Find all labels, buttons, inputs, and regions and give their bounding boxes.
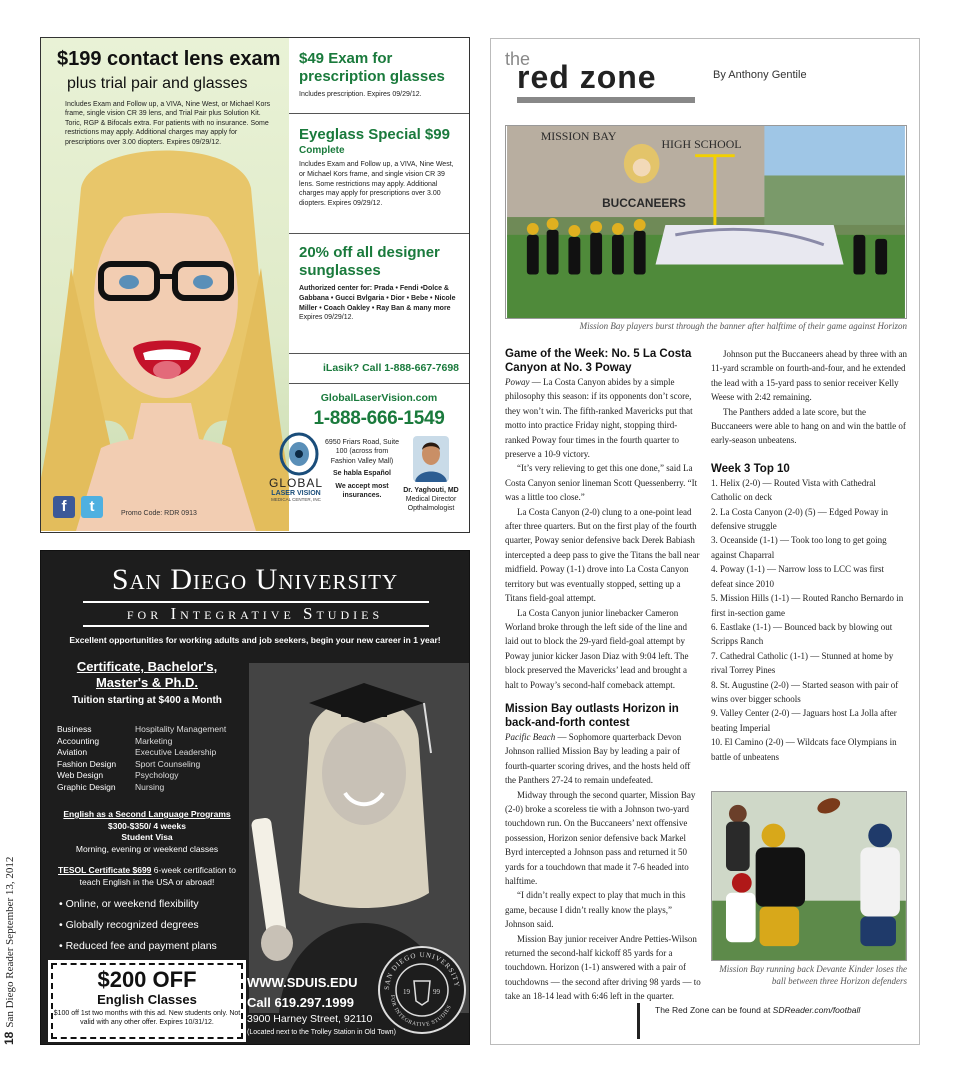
- article-paragraph: La Costa Canyon junior linebacker Cameron Worland broke through the left side of the line and laid out to block the 29-yard field-goal attempt by Poway junior kicker Jason Diaz with 9:04 left. The block preserved the Mavericks’ lead and brought a halt to Poway’s second-half comeback attempt.: [505, 607, 689, 690]
- program-item: Hospitality Management: [135, 724, 227, 734]
- tuition-note: Tuition starting at $400 a Month: [72, 695, 222, 706]
- list-item: 3. Oceanside (1-1) — Took too long to get going against Chaparral: [711, 535, 887, 560]
- masthead-title: red zone: [517, 59, 657, 95]
- article-paragraph: Johnson put the Buccaneers ahead by three with an 11-yard scramble on fourth-and-four, and he extended the lead with a 15-yard pass to senior receiver Kelly Weese with 2:42 remaining.: [711, 349, 907, 403]
- red-zone-footer: [655, 1005, 860, 1015]
- sdu-title: San Diego University: [111, 563, 399, 596]
- list-item: 8. St. Augustine (2-0) — Started season with pair of wins over bigger schools: [711, 679, 899, 704]
- sdu-ad: [40, 550, 470, 1045]
- program-list: [57, 724, 245, 793]
- esl-visa: Student Visa: [121, 832, 173, 842]
- list-item: 7. Cathedral Catholic (1-1) — Stunned at home by rival Torrey Pines: [711, 650, 894, 676]
- sdu-street: 3900 Harney Street, 92110: [247, 1013, 373, 1025]
- page-number: 18: [2, 1031, 16, 1045]
- program-item: Web Design: [57, 770, 104, 780]
- twitter-icon[interactable]: t: [81, 496, 103, 518]
- program-item: Fashion Design: [57, 758, 117, 769]
- list-item: 1. Helix (2-0) — Routed Vista with Cathedral Catholic on deck: [711, 477, 876, 503]
- offer-eyeglass: [289, 113, 469, 233]
- page-folio: [2, 856, 16, 1045]
- promo-code: Promo Code: RDR 0913: [121, 510, 197, 517]
- offer-eyeglass-fine: Includes Exam and Follow up, a VIVA, Nine West, or Michael Kors frame, and single vision CR 39 lens. Some restrictions may apply. Additional charges may apply for prescriptions over 3.00 diopters. Expires 09/29/12.: [299, 161, 454, 208]
- benefit-bullets: [59, 894, 217, 957]
- global-laser-logo: [261, 476, 331, 502]
- global-laser-vision-ad: [40, 37, 470, 533]
- fumble-photo: [711, 791, 907, 961]
- headline-top-10: Week 3 Top 10: [711, 462, 790, 475]
- photo2-caption: Mission Bay running back Devante Kinder loses the ball between three Horizon defenders: [719, 964, 907, 986]
- coupon-amount: $200 OFF: [97, 967, 197, 992]
- article-paragraph: Midway through the second quarter, Mission Bay (2-0) broke a scoreless tie with a Johnson two-yard touchdown run. On the Buccaneers’ next offensive possession, Horizon senior defensive back Markel Byrd intercepted a Johnson pass and returned it 50 yards for a touchdown that made it 7-6 headed into halftime.: [505, 789, 696, 886]
- masthead-the: the: [505, 49, 531, 69]
- sign-high-school: HIGH SCHOOL: [661, 136, 742, 151]
- eye-logo-icon: [279, 432, 319, 476]
- logo-global: GLOBAL: [268, 476, 324, 490]
- benefit-item: • Online, or weekend flexibility: [59, 898, 199, 910]
- doctor-photo: [413, 436, 449, 482]
- tesol-block: [49, 865, 245, 888]
- website-link[interactable]: GlobalLaserVision.com: [320, 392, 438, 404]
- top-10-list: [711, 476, 907, 764]
- offer-sunglasses-title: 20% off all designer sunglasses: [299, 244, 440, 279]
- program-item: Business: [57, 724, 92, 734]
- program-item: Sport Counseling: [135, 758, 201, 769]
- offer-sunglasses-brands: Authorized center for: Prada • Fendi •Dolce & Gabbana • Gucci Bvlgaria • Dior • Bebe • Nicole Miller • Coach Oakley • Ray Ban & many more: [299, 285, 456, 312]
- insurance-note: We accept most insurances.: [335, 482, 389, 500]
- offer-eyeglass-sub: Complete: [299, 145, 345, 156]
- offer-exam: [289, 38, 469, 113]
- footer-rule: [637, 1003, 640, 1039]
- program-column-right: [135, 724, 245, 793]
- program-item: Graphic Design: [57, 781, 116, 792]
- university-seal-icon: [377, 945, 467, 1035]
- paragraph-text: — Sophomore quarterback Devon Johnson rallied Mission Bay by leading a pair of fourth-quarter scoring drives, and the hosts held off the Panthers 27-24 to remain undefeated.: [505, 731, 691, 786]
- offer-sunglasses-fine: Expires 09/29/12.: [299, 314, 354, 322]
- offers-column: [268, 38, 469, 531]
- list-item: 6. Eastlake (1-1) — Bounced back by blowing out Scripps Ranch: [711, 621, 893, 647]
- article-paragraph: [505, 375, 701, 461]
- list-item: 5. Mission Hills (1-1) — Routed Rancho Bernardo in first in-section game: [711, 593, 904, 618]
- sign-buccaneers: BUCCANEERS: [602, 196, 686, 211]
- benefit-item: • Globally recognized degrees: [59, 919, 199, 931]
- headline-mission-bay: Mission Bay outlasts Horizon in back-and-forth contest: [505, 702, 679, 729]
- tesol-text: 6-week certification to teach English in the USA or abroad!: [79, 865, 236, 887]
- paragraph-text: — La Costa Canyon abides by a simple philosophy this season: if its opponents don’t score, they won’t win. The fifth-ranked Mavericks put that motto into practice Friday night, stopping third-ranked Poway four times in the fourth quarter to preserve a 10-9 victory.: [505, 377, 693, 460]
- offer-sunglasses: [289, 233, 469, 353]
- list-item: 10. El Camino (2-0) — Wildcats face Olympians in battle of unbeatens: [711, 737, 897, 762]
- article-paragraph: [505, 730, 701, 788]
- program-item: Marketing: [135, 735, 173, 746]
- photo1-caption: Mission Bay players burst through the banner after halftime of their game against Horizon: [579, 321, 907, 331]
- masthead-bar: [517, 97, 695, 103]
- espanol-note: Se habla Español: [333, 470, 391, 478]
- offer-exam-title: $49 Exam for prescription glasses: [299, 50, 445, 85]
- article-paragraph: Mission Bay junior receiver Andre Petties-Wilson returned the second-half kickoff 85 yards for a touchdown. Horizon (1-1) answered with a pair of touchdowns — the second after driving 98 yards — to take an 18-14 lead with 6:46 left in the quarter.: [505, 933, 701, 1002]
- banner-run-photo: [505, 125, 907, 319]
- esl-times: Morning, evening or weekend classes: [75, 843, 219, 854]
- logo-laser-vision: LASER VISION: [271, 490, 321, 497]
- article-column-right: [711, 347, 907, 764]
- article-paragraph: “It’s very relieving to get this one done,” said La Costa Canyon senior lineman Scott Quessenberry. “It was a little too close.”: [505, 463, 698, 503]
- red-zone-masthead: [505, 47, 695, 99]
- esl-title: English as a Second Language Programs: [63, 809, 231, 819]
- seal-right-text: 99: [433, 988, 440, 996]
- program-column-left: [57, 724, 135, 793]
- program-item: Nursing: [135, 781, 165, 792]
- coupon-fine: $100 off 1st two months with this ad. New students only. Not valid with any other offer. Expires 10/31/12.: [53, 1010, 241, 1027]
- title-rule-top: [83, 601, 429, 603]
- degree-offering: Certificate, Bachelor's, Master's & Ph.D.: [76, 659, 218, 690]
- sdu-tagline: Excellent opportunities for working adults and job seekers, begin your new career in 1 year!: [69, 635, 441, 645]
- doctor-title: Medical Director Opthalmologist: [405, 496, 457, 513]
- model-portrait-image: [41, 148, 289, 531]
- offer-exam-fine: Includes prescription. Expires 09/29/12.: [299, 91, 422, 98]
- seal-left-text: 19: [403, 988, 410, 996]
- contact-lens-headline: $199 contact lens exam: [57, 48, 281, 70]
- address-block: [323, 438, 401, 501]
- logo-medical: MEDICAL CENTER, INC: [271, 497, 321, 502]
- article-paragraph: La Costa Canyon (2-0) clung to a one-point lead after three quarters. But on the first play of the fourth quarter, Poway senior defensive back Derek Babiash intercepted a deep pass to give the Titans the ball near midfield. Poway (1-1) drove into La Costa Canyon territory but was eventually stopped, setting up a Titans field-goal attempt.: [505, 506, 700, 604]
- dateline: Pacific Beach: [505, 731, 556, 742]
- contact-lens-panel: [41, 38, 289, 531]
- sdu-location-note: (Located next to the Trolley Station in Old Town): [247, 1029, 396, 1036]
- article-column-left: [505, 347, 701, 1004]
- sdu-website[interactable]: WWW.SDUIS.EDU: [247, 975, 358, 990]
- esl-price: $300-$350/ 4 weeks: [108, 820, 186, 831]
- sign-mission-bay: MISSION BAY: [540, 128, 617, 143]
- list-item: 2. La Costa Canyon (2-0) (5) — Edged Poway in defensive struggle: [711, 506, 888, 532]
- coupon[interactable]: [51, 963, 243, 1039]
- red-zone-column: [490, 38, 920, 1045]
- seal-bottom-text: FOR INTEGRATIVE STUDIES: [388, 994, 453, 1029]
- main-phone[interactable]: 1-888-666-1549: [313, 408, 445, 429]
- sdu-subtitle: for Integrative Studies: [126, 604, 384, 623]
- footer-link[interactable]: SDReader.com/football: [772, 1005, 861, 1015]
- doctor-info: [393, 486, 469, 513]
- program-item: Accounting: [57, 735, 100, 746]
- tesol-title: TESOL Certificate $699: [58, 865, 152, 875]
- publication-date: San Diego Reader September 13, 2012: [4, 856, 16, 1028]
- social-icons: [53, 496, 103, 518]
- coupon-title: English Classes: [97, 992, 197, 1007]
- lasik-phone[interactable]: iLasik? Call 1-888-667-7698: [323, 362, 459, 374]
- list-item: 9. Valley Center (2-0) — Jaguars host La Jolla after beating Imperial: [711, 708, 897, 733]
- program-item: Executive Leadership: [135, 747, 217, 757]
- address-text: 6950 Friars Road, Suite 100 (across from Fashion Valley Mall): [325, 439, 399, 465]
- article-paragraph: “I didn’t really expect to play that much in this game, because I didn’t really know the plays,” Johnson said.: [505, 890, 686, 930]
- dateline: Poway: [505, 377, 530, 387]
- article-paragraph: The Panthers added a late score, but the Buccaneers were able to hang on and win the battle of early-season unbeatens.: [711, 406, 906, 446]
- seal-top-text: SAN DIEGO UNIVERSITY: [382, 950, 462, 991]
- benefit-item: • Reduced fee and payment plans: [59, 940, 217, 952]
- offer-eyeglass-title: Eyeglass Special $99: [299, 126, 450, 143]
- program-item: Aviation: [57, 747, 88, 757]
- doctor-name: Dr. Yaghouti, MD: [403, 487, 459, 494]
- program-item: Psychology: [135, 770, 179, 780]
- footer-text: The Red Zone can be found at: [655, 1005, 773, 1015]
- sdu-phone[interactable]: Call 619.297.1999: [247, 995, 354, 1010]
- lasik-line: [289, 353, 469, 383]
- contact-lens-fine-print: Includes Exam and Follow up, a VIVA, Nine West, or Michael Kors frame, single vision CR 39 lens, and Trial Pair plus Solution Kit. Toric, RGP & Bifocals extra. For patients with no insurance. Some restrictions may apply. Additional charges may apply for prescriptions over 3.00 diopters. Expires 09/29/12.: [65, 101, 271, 146]
- esl-block: [49, 809, 245, 855]
- contact-block: [268, 383, 469, 531]
- facebook-icon[interactable]: f: [53, 496, 75, 518]
- title-rule-bottom: [83, 625, 429, 627]
- headline-game-of-week: Game of the Week: No. 5 La Costa Canyon at No. 3 Poway: [505, 348, 692, 374]
- list-item: 4. Poway (1-1) — Narrow loss to LCC was first defeat since 2010: [711, 564, 884, 589]
- byline: By Anthony Gentile: [713, 69, 807, 81]
- contact-lens-subhead: plus trial pair and glasses: [67, 75, 248, 92]
